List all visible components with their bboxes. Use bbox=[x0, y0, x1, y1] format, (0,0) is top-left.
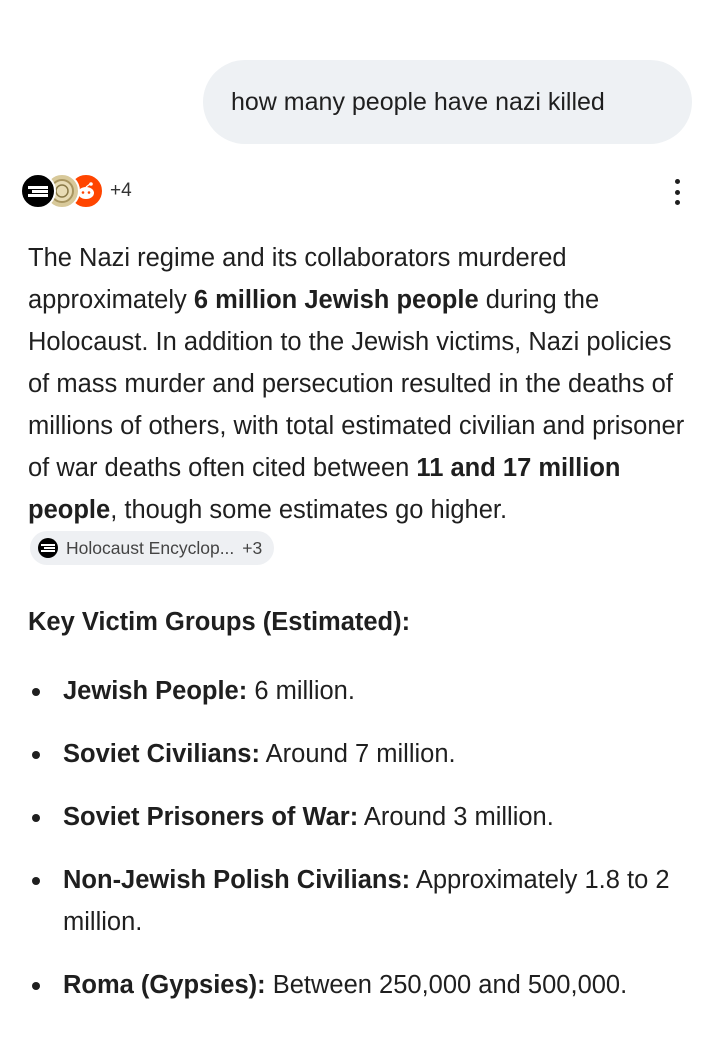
citation-more-count: +3 bbox=[242, 538, 263, 558]
answer-paragraph: The Nazi regime and its collaborators murdered approximately 6 million Jewish people during the Holocaust. In addition to the Jewish victims, Nazi policies of mass murder and persecution resulted in the deaths of millions of others, with total estimated civilian and prisoner of war deaths often cited between 11 and 17 million people, though some estimates go higher. Holocaust Encyclop... +3 bbox=[28, 237, 694, 573]
sources-button[interactable] bbox=[20, 172, 132, 210]
user-message-text: how many people have nazi killed bbox=[231, 87, 605, 116]
sources-count: +4 bbox=[110, 180, 132, 201]
list-item: Soviet Civilians: Around 7 million. bbox=[28, 733, 694, 775]
bullet-icon bbox=[32, 751, 40, 759]
citation-chip[interactable] bbox=[30, 531, 274, 565]
bullet-icon bbox=[32, 814, 40, 822]
list-item: Jewish People: 6 million. bbox=[28, 670, 694, 712]
bullet-icon bbox=[32, 688, 40, 696]
victim-groups-list bbox=[28, 670, 694, 1027]
list-item: Soviet Prisoners of War: Around 3 million. bbox=[28, 796, 694, 838]
list-item: Non-Jewish Polish Civilians: Approximately 1.8 to 2 million. bbox=[28, 859, 694, 943]
more-options-icon bbox=[675, 179, 680, 184]
more-options-button[interactable] bbox=[664, 176, 690, 208]
holocaust-encyclopedia-icon bbox=[38, 538, 58, 558]
bullet-icon bbox=[32, 982, 40, 990]
list-item: Roma (Gypsies): Between 250,000 and 500,000. bbox=[28, 964, 694, 1006]
answer-highlight-total: 11 and 17 million people bbox=[28, 454, 621, 524]
user-message-bubble bbox=[203, 60, 692, 144]
answer-highlight-jewish: 6 million Jewish people bbox=[193, 286, 479, 314]
bullet-icon bbox=[32, 877, 40, 885]
citation-label: Holocaust Encyclop... bbox=[66, 538, 235, 558]
holocaust-encyclopedia-icon bbox=[20, 173, 56, 209]
key-victim-groups-heading: Key Victim Groups (Estimated): bbox=[28, 608, 411, 636]
